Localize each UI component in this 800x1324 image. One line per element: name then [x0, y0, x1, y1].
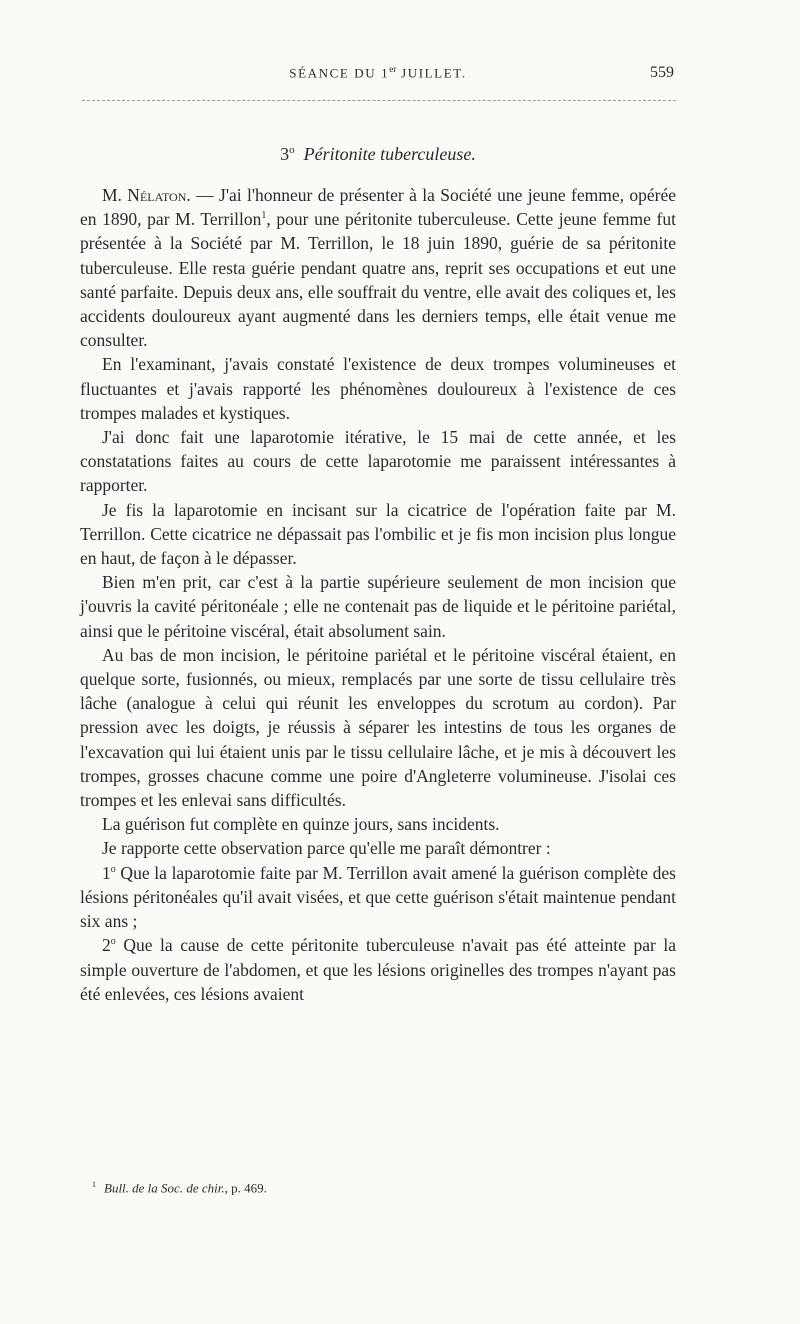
running-title: [80, 64, 676, 81]
body-text: [80, 183, 676, 1006]
footnote-marker: 1: [92, 1180, 96, 1189]
list-number: 1: [102, 862, 111, 883]
paragraph-text: — J'ai l'honneur de présenter à la Société une jeune femme, opérée en 1890, par M. Terrillon: [80, 185, 676, 230]
page: [80, 0, 676, 1324]
list-number-ordinal: o: [110, 936, 116, 948]
paragraph-text: Que la laparotomie faite par M. Terrillon avait amené la guérison complète des lésions péritonéales qu'il avait visées, et que cette guérison s'était maintenue pendant six ans ;: [80, 862, 676, 932]
paragraph: La guérison fut complète en quinze jours, sans incidents.: [102, 814, 500, 835]
section-heading: [80, 144, 676, 165]
page-number: 559: [650, 64, 674, 81]
speaker-name: M. Nélaton.: [102, 185, 191, 205]
paragraph: Je fis la laparotomie en incisant sur la cicatrice de l'opération faite par M. Terrillon. Cette cicatrice ne dépassait pas l'ombilic et je fis mon incision plus longue en haut, de façon à le dépasser.: [80, 499, 676, 569]
footnote-reference: 1: [261, 210, 267, 222]
paragraph-text: Que la cause de cette péritonite tuberculeuse n'avait pas été atteinte par la simple ouverture de l'abdomen, et que les lésions originelles des trompes n'ayant pas été enlevées, ces lésions avaient: [80, 935, 676, 1004]
footnote-source: Bull. de la Soc. de chir.: [104, 1180, 225, 1196]
footnote: [80, 1180, 676, 1196]
paragraph-text: , pour une péritonite tuberculeuse. Cette jeune femme fut présentée à la Société par M. Terrillon, le 18 juin 1890, guérie de sa péritonite tuberculeuse. Elle resta guérie pendant quatre ans, reprit ses occupations et eut une santé parfaite. Depuis deux ans, elle souffrait du ventre, elle avait des coliques et, les accidents douloureux ayant augmenté dans les derniers temps, elle était venue me consulter.: [80, 209, 676, 351]
running-title-superscript: er: [389, 64, 397, 74]
section-number-ordinal: o: [289, 144, 295, 156]
paragraph: [80, 933, 676, 1006]
paragraph: Je rapporte cette observation parce qu'elle me paraît démontrer :: [102, 838, 551, 859]
footnote-page: , p. 469.: [224, 1180, 267, 1196]
header-rule: [82, 100, 676, 101]
running-header: [80, 64, 676, 88]
list-number-ordinal: o: [110, 863, 116, 875]
section-number: 3: [280, 144, 290, 164]
paragraph: J'ai donc fait une laparotomie itérative, le 15 mai de cette année, et les constatations faites au cours de cette laparotomie me paraissent intéressantes à rapporter.: [80, 427, 676, 496]
paragraph: Bien m'en prit, car c'est à la partie supérieure seulement de mon incision que j'ouvris la cavité péritonéale ; elle ne contenait pas de liquide et le péritoine pariétal, ainsi que le péritoine viscéral, était absolument sain.: [80, 572, 676, 641]
list-number: 2: [102, 935, 111, 956]
paragraph: Au bas de mon incision, le péritoine pariétal et le péritoine viscéral étaient, en quelque sorte, fusionnés, ou mieux, remplacés par une sorte de tissu cellulaire très lâche (analogue à celui qui réunit les enveloppes du scrotum au cordon). Par pression avec les doigts, je réussis à séparer les intestins de tous les organes de l'excavation qui lui étaient unis par le tissu cellulaire lâche, et je mis à découvert les trompes, grosses chacune comme une poire d'Angleterre volumineuse. J'isolai ces trompes et les enlevai sans difficultés.: [80, 644, 676, 811]
paragraph: [80, 861, 676, 934]
paragraph: En l'examinant, j'avais constaté l'existence de deux trompes volumineuses et fluctuantes et j'avais rapporté les phénomènes douloureux à l'existence de ces trompes malades et kystiques.: [80, 354, 676, 423]
paragraph: [80, 183, 676, 352]
section-title: Péritonite tuberculeuse.: [303, 144, 476, 164]
running-title-text-end: JUILLET.: [396, 65, 467, 81]
running-title-text: SÉANCE DU 1: [289, 65, 390, 81]
